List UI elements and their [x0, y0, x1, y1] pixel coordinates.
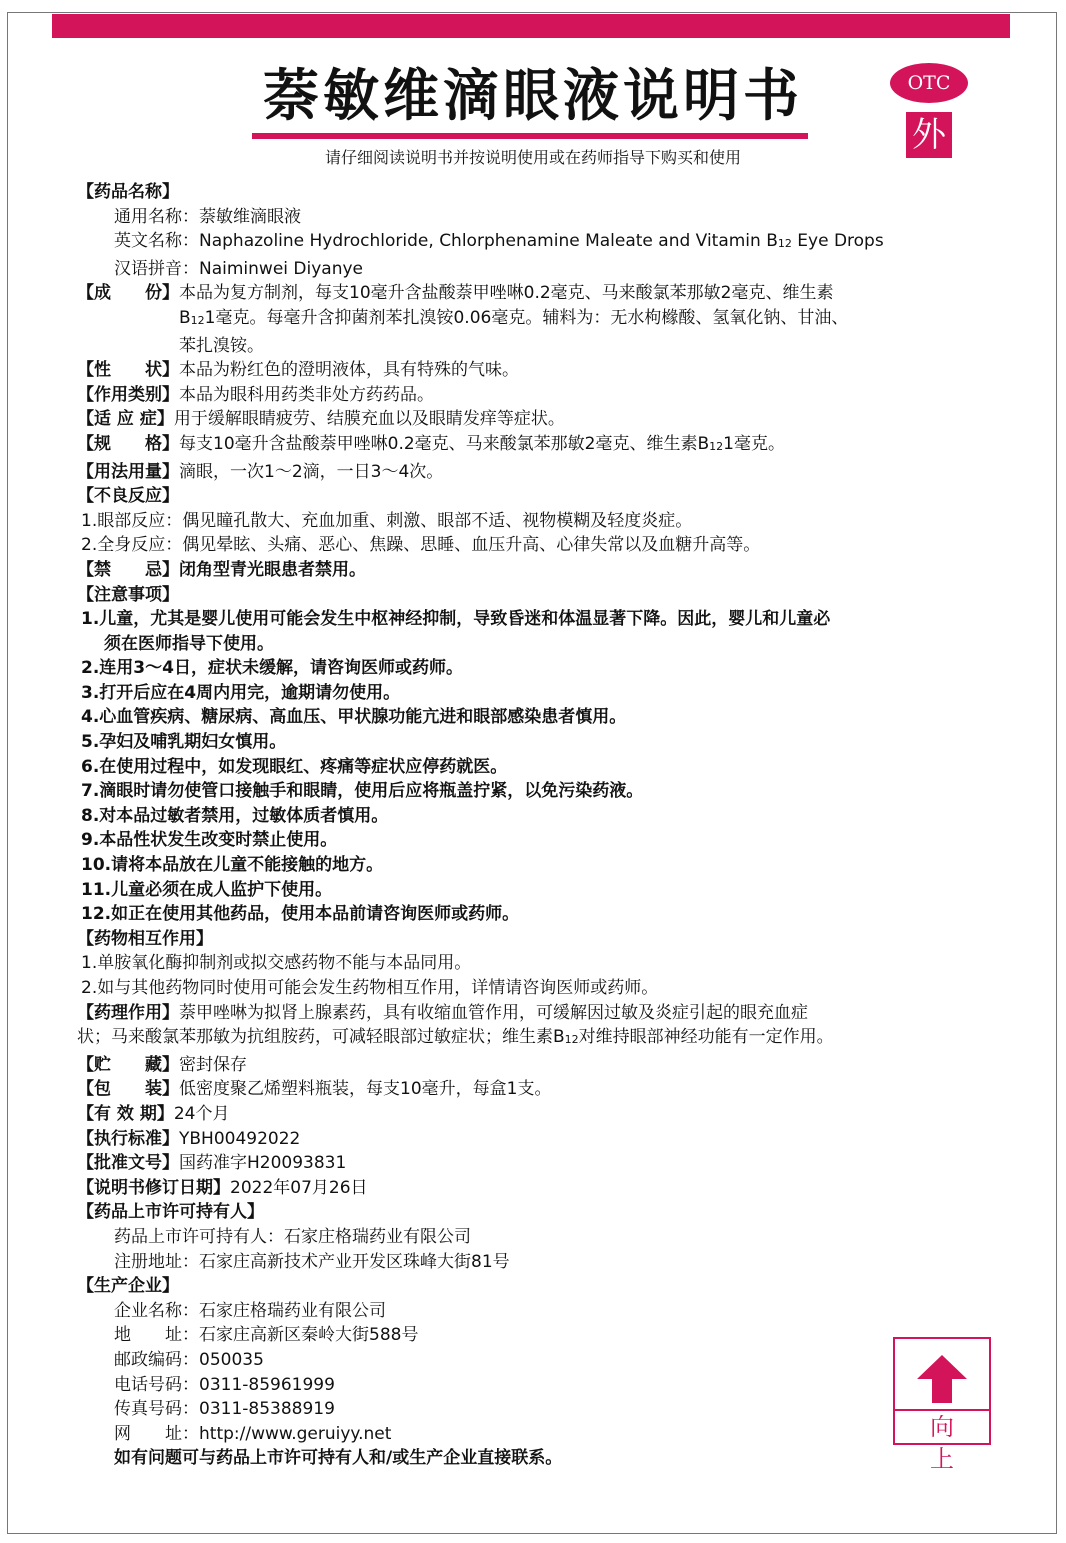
manufacturer-website: 网 址：http://www.geruiyy.net	[114, 1423, 392, 1444]
composition-line: 本品为复方制剂，每支10毫升含盐酸萘甲唑啉0.2毫克、马来酸氯苯那敏2毫克、维生素	[179, 283, 834, 304]
section-character: 【性 状】本品为粉红色的澄明液体，具有特殊的气味。	[77, 360, 519, 381]
precaution-item: 6.在使用过程中，如发现眼红、疼痛等症状应停药就医。	[81, 756, 508, 777]
section-heading-drug-name: 【药品名称】	[77, 182, 179, 202]
precaution-item: 2.连用3～4日，症状未缓解，请咨询医师或药师。	[81, 658, 463, 679]
this-side-up-label: 向上	[895, 1409, 989, 1443]
section-heading-holder: 【药品上市许可持有人】	[77, 1202, 264, 1223]
section-indication: 【适 应 症】用于缓解眼睛疲劳、结膜充血以及眼睛发痒等症状。	[77, 409, 565, 430]
adverse-item: 1.眼部反应：偶见瞳孔散大、充血加重、刺激、眼部不适、视物模糊及轻度炎症。	[81, 510, 693, 531]
external-use-badge: 外	[906, 112, 952, 158]
page-title: 萘敏维滴眼液说明书	[263, 64, 803, 129]
section-pharmacology: 【药理作用】萘甲唑啉为拟肾上腺素药，具有收缩血管作用，可缓解因过敏及炎症引起的眼充血症	[77, 1002, 808, 1023]
leaflet-body	[77, 180, 1002, 1471]
generic-name: 通用名称：萘敏维滴眼液	[114, 206, 301, 227]
section-package: 【包 装】低密度聚乙烯塑料瓶装，每支10毫升，每盒1支。	[77, 1079, 552, 1100]
section-heading-precautions: 【注意事项】	[77, 584, 179, 605]
otc-badge: OTC	[890, 63, 968, 103]
section-heading-adverse: 【不良反应】	[77, 486, 179, 507]
section-heading-interaction: 【药物相互作用】	[77, 928, 213, 949]
section-category: 【作用类别】本品为眼科用药类非处方药药品。	[77, 384, 434, 405]
section-storage: 【贮 藏】密封保存	[77, 1054, 247, 1075]
adverse-item: 2.全身反应：偶见晕眩、头痛、恶心、焦躁、思睡、血压升高、心律失常以及血糖升高等。	[81, 535, 761, 556]
precaution-item: 3.打开后应在4周内用完，逾期请勿使用。	[81, 682, 401, 703]
section-heading-manufacturer: 【生产企业】	[77, 1276, 179, 1297]
title-underline	[252, 133, 808, 139]
precaution-item: 5.孕妇及哺乳期妇女慎用。	[81, 732, 287, 753]
manufacturer-name: 企业名称：石家庄格瑞药业有限公司	[114, 1300, 386, 1321]
holder-name: 药品上市许可持有人：石家庄格瑞药业有限公司	[114, 1226, 471, 1247]
up-arrow-icon	[915, 1353, 969, 1405]
precaution-item: 1.儿童，尤其是婴儿使用可能会发生中枢神经抑制，导致昏迷和体温显著下降。因此，婴儿和儿童必	[81, 609, 831, 630]
this-side-up-mark	[893, 1337, 991, 1473]
subtitle: 请仔细阅读说明书并按说明使用或在药师指导下购买和使用	[324, 148, 741, 167]
manufacturer-phone: 电话号码：0311-85961999	[114, 1374, 335, 1395]
section-contraindication: 【禁 忌】闭角型青光眼患者禁用。	[77, 559, 366, 580]
pinyin-name: 汉语拼音：Naiminwei Diyanye	[114, 258, 363, 279]
holder-address: 注册地址：石家庄高新技术产业开发区珠峰大街81号	[114, 1251, 510, 1272]
section-approval: 【批准文号】国药准字H20093831	[77, 1153, 347, 1174]
manufacturer-address: 地 址：石家庄高新区秦岭大街588号	[114, 1325, 419, 1346]
interaction-item: 2.如与其他药物同时使用可能会发生药物相互作用，详情请咨询医师或药师。	[81, 978, 659, 998]
precaution-item: 9.本品性状发生改变时禁止使用。	[81, 830, 338, 851]
composition-label: 【成 份】	[77, 283, 179, 304]
top-color-bar	[52, 14, 1010, 38]
precaution-item: 12.如正在使用其他药品，使用本品前请咨询医师或药师。	[81, 904, 520, 925]
manufacturer-postcode: 邮政编码：050035	[114, 1349, 264, 1370]
precaution-item: 10.请将本品放在儿童不能接触的地方。	[81, 855, 384, 876]
precaution-item: 须在医师指导下使用。	[104, 633, 274, 654]
precaution-item: 8.对本品过敏者禁用，过敏体质者慎用。	[81, 805, 389, 826]
manufacturer-fax: 传真号码：0311-85388919	[114, 1399, 335, 1420]
section-revision-date: 【说明书修订日期】2022年07月26日	[77, 1177, 368, 1198]
interaction-item: 1.单胺氧化酶抑制剂或拟交感药物不能与本品同用。	[81, 953, 472, 974]
pharmacology-line: 状；马来酸氯苯那敏为抗组胺药，可减轻眼部过敏症状；维生素$B_{12}$对维持眼部神经功能有一定作用。	[77, 1027, 834, 1048]
section-specification: 【规 格】每支10毫升含盐酸萘甲唑啉0.2毫克、马来酸氯苯那敏2毫克、维生素$B_{12}1$毫克。	[77, 433, 785, 454]
precaution-item: 4.心血管疾病、糖尿病、高血压、甲状腺功能亢进和眼部感染患者慎用。	[81, 707, 627, 728]
section-composition	[77, 281, 1002, 358]
precaution-item: 11.儿童必须在成人监护下使用。	[81, 879, 333, 900]
section-validity: 【有 效 期】24个月	[77, 1103, 230, 1124]
section-standard: 【执行标准】YBH00492022	[77, 1128, 301, 1149]
section-dosage: 【用法用量】滴眼，一次1～2滴，一日3～4次。	[77, 461, 444, 482]
composition-line: 苯扎溴铵。	[179, 335, 264, 356]
composition-line: $B_{12}1$毫克。每毫升含抑菌剂苯扎溴铵0.06毫克。辅料为：无水枸橼酸、氢氧化钠、甘油、	[179, 307, 849, 328]
precaution-item: 7.滴眼时请勿使管口接触手和眼睛，使用后应将瓶盖拧紧，以免污染药液。	[81, 781, 644, 802]
contact-note: 如有问题可与药品上市许可持有人和/或生产企业直接联系。	[114, 1448, 563, 1469]
english-name: 英文名称：Naphazoline Hydrochloride, Chlorphenamine Maleate and Vitamin $B_{12}$ Eye Drops	[114, 231, 884, 252]
